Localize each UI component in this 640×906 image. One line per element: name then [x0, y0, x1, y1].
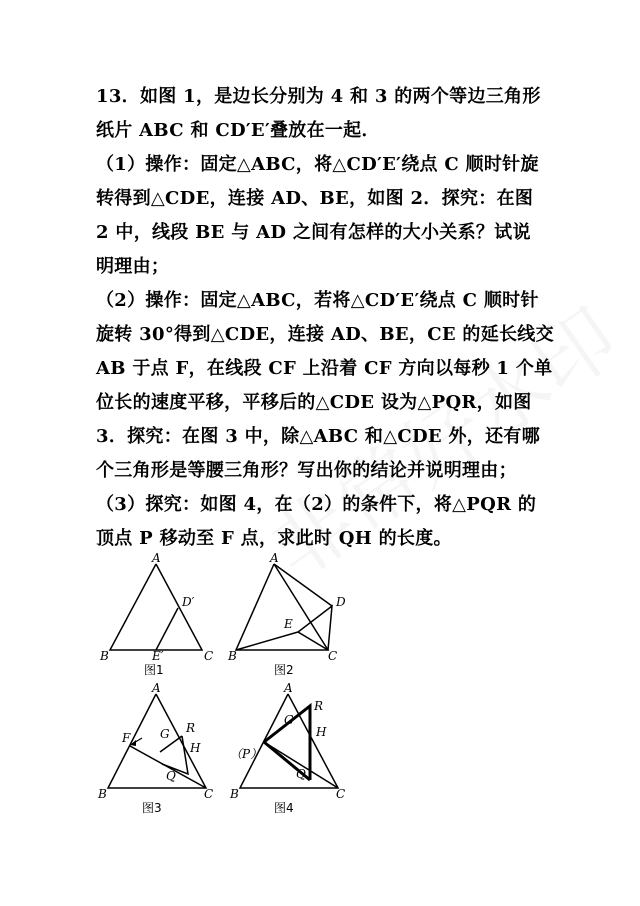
problem-line: （2）操作：固定△ABC，若将△CD′E′绕点 C 顺时针: [96, 290, 539, 311]
problem-line: 明理由；: [96, 256, 170, 277]
label-r: R: [314, 699, 324, 713]
figure-1-caption: 图1: [144, 663, 164, 677]
figure-2-caption: 图2: [274, 663, 294, 677]
figure-2-diagram: [228, 551, 358, 686]
problem-line: 3．探究：在图 3 中，除△ABC 和△CDE 外，还有哪: [96, 426, 540, 447]
problem-line: 旋转 30°得到△CDE，连接 AD、BE，CE 的延长线交: [96, 324, 554, 345]
label-h: H: [316, 725, 327, 739]
figure-1: [96, 551, 226, 690]
label-e: E: [284, 617, 293, 631]
label-r: R: [186, 721, 196, 735]
label-b: B: [230, 787, 239, 801]
label-g: G: [160, 727, 170, 741]
figure-3-caption: 图3: [142, 801, 162, 815]
label-d-prime: D′: [182, 595, 195, 609]
problem-line: 13．如图 1，是边长分别为 4 和 3 的两个等边三角形: [96, 86, 541, 107]
label-c: C: [204, 787, 214, 801]
label-b: B: [98, 787, 107, 801]
problem-line: 个三角形是等腰三角形？写出你的结论并说明理由；: [96, 460, 517, 481]
label-q: Q: [296, 767, 306, 781]
label-q: Q: [166, 769, 176, 783]
label-f: F: [122, 731, 131, 745]
problem-line: 转得到△CDE，连接 AD、BE，如图 2．探究：在图: [96, 188, 534, 209]
label-c: C: [204, 649, 214, 663]
figure-2: [228, 551, 358, 690]
problem-line: 2 中，线段 BE 与 AD 之间有怎样的大小关系？试说: [96, 222, 531, 243]
label-a: A: [284, 681, 293, 695]
label-b: B: [228, 649, 237, 663]
label-g: G: [284, 713, 294, 727]
label-e-prime: E′: [152, 649, 164, 663]
figure-3-diagram: [96, 681, 226, 820]
label-b: B: [100, 649, 109, 663]
figure-1-diagram: [96, 551, 226, 686]
problem-line: 顶点 P 移动至 F 点，求此时 QH 的长度。: [96, 528, 452, 549]
problem-line: （1）操作：固定△ABC，将△CD′E′绕点 C 顺时针旋: [96, 154, 539, 175]
figure-4-caption: 图4: [274, 801, 294, 815]
problem-line: （3）探究：如图 4，在（2）的条件下，将△PQR 的: [96, 494, 537, 515]
label-a: A: [152, 551, 161, 565]
problem-line: 位长的速度平移，平移后的△CDE 设为△PQR，如图: [96, 392, 532, 413]
label-d: D: [336, 595, 346, 609]
problem-line: 纸片 ABC 和 CD′E′叠放在一起．: [96, 120, 380, 141]
label-a: A: [270, 551, 279, 565]
label-c: C: [328, 649, 338, 663]
label-c: C: [336, 787, 346, 801]
figure-3: [96, 681, 226, 824]
figure-4-diagram: [228, 681, 358, 820]
label-p: （P）: [230, 747, 263, 761]
problem-text: [96, 80, 566, 556]
label-a: A: [152, 681, 161, 695]
label-h: H: [190, 741, 201, 755]
problem-line: AB 于点 F，在线段 CF 上沿着 CF 方向以每秒 1 个单: [96, 358, 553, 379]
figure-4: [228, 681, 358, 824]
